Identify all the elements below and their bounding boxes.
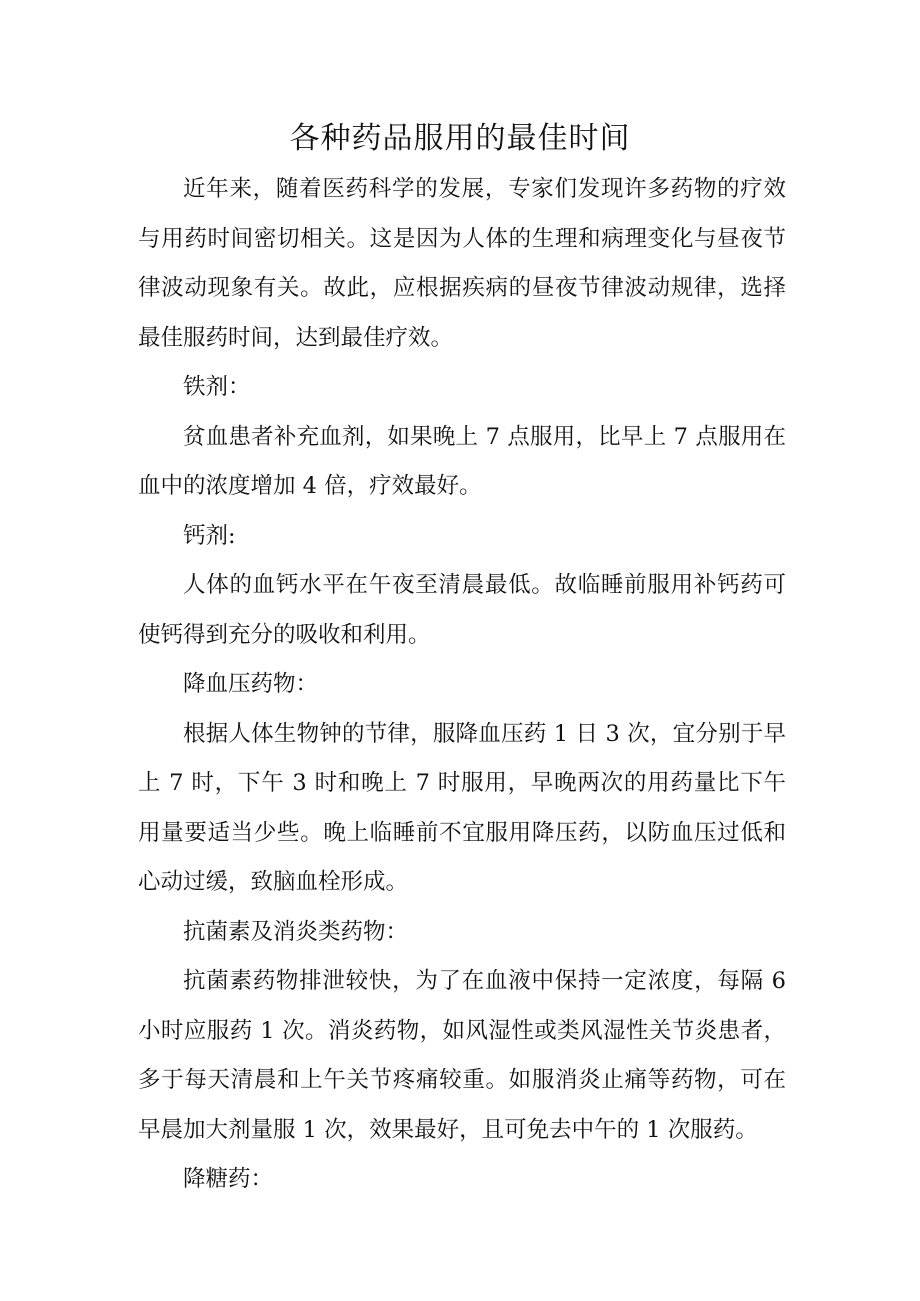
- heading-antihypertensive: 降血压药物：: [183, 671, 319, 697]
- paragraph-calcium: 人体的血钙水平在午夜至清晨最低。故临睡前服用补钙药可使钙得到充分的吸收和利用。: [138, 572, 786, 648]
- heading-hypoglycemic: 降糖药：: [183, 1166, 274, 1192]
- heading-calcium: 钙剂:: [183, 522, 236, 549]
- paragraph-intro: 近年来，随着医药科学的发展，专家们发现许多药物的疗效与用药时间密切相关。这是因为人体的生理和病理变化与昼夜节律波动现象有关。故此，应根据疾病的昼夜节律波动规律，选择最佳服药时间，达到最佳疗效。: [138, 176, 786, 351]
- paragraph-antihypertensive: 根据人体生物钟的节律，服降血压药 1 日 3 次，宜分别于早上 7 时，下午 3 时和晚上 7 时服用，早晚两次的用药量比下午用量要适当少些。晚上临睡前不宜服用降压药，以防血压过低和心动过缓，致脑血栓形成。: [138, 720, 786, 895]
- heading-antibiotics: 抗菌素及消炎类药物：: [183, 918, 409, 945]
- document-body: [138, 165, 786, 1205]
- document-title: 各种药品服用的最佳时间: [289, 121, 631, 156]
- paragraph-iron: 贫血患者补充血剂，如果晚上 7 点服用，比早上 7 点服用在血中的浓度增加 4 倍，疗效最好。: [138, 423, 786, 499]
- heading-iron: 铁剂：: [183, 374, 251, 400]
- paragraph-antibiotics: 抗菌素药物排泄较快，为了在血液中保持一定浓度，每隔 6 小时应服药 1 次。消炎药物，如风湿性或类风湿性关节炎患者，多于每天清晨和上午关节疼痛较重。如服消炎止痛等药物，可在早晨加大剂量服 1 次，效果最好，且可免去中午的 1 次服药。: [138, 968, 786, 1143]
